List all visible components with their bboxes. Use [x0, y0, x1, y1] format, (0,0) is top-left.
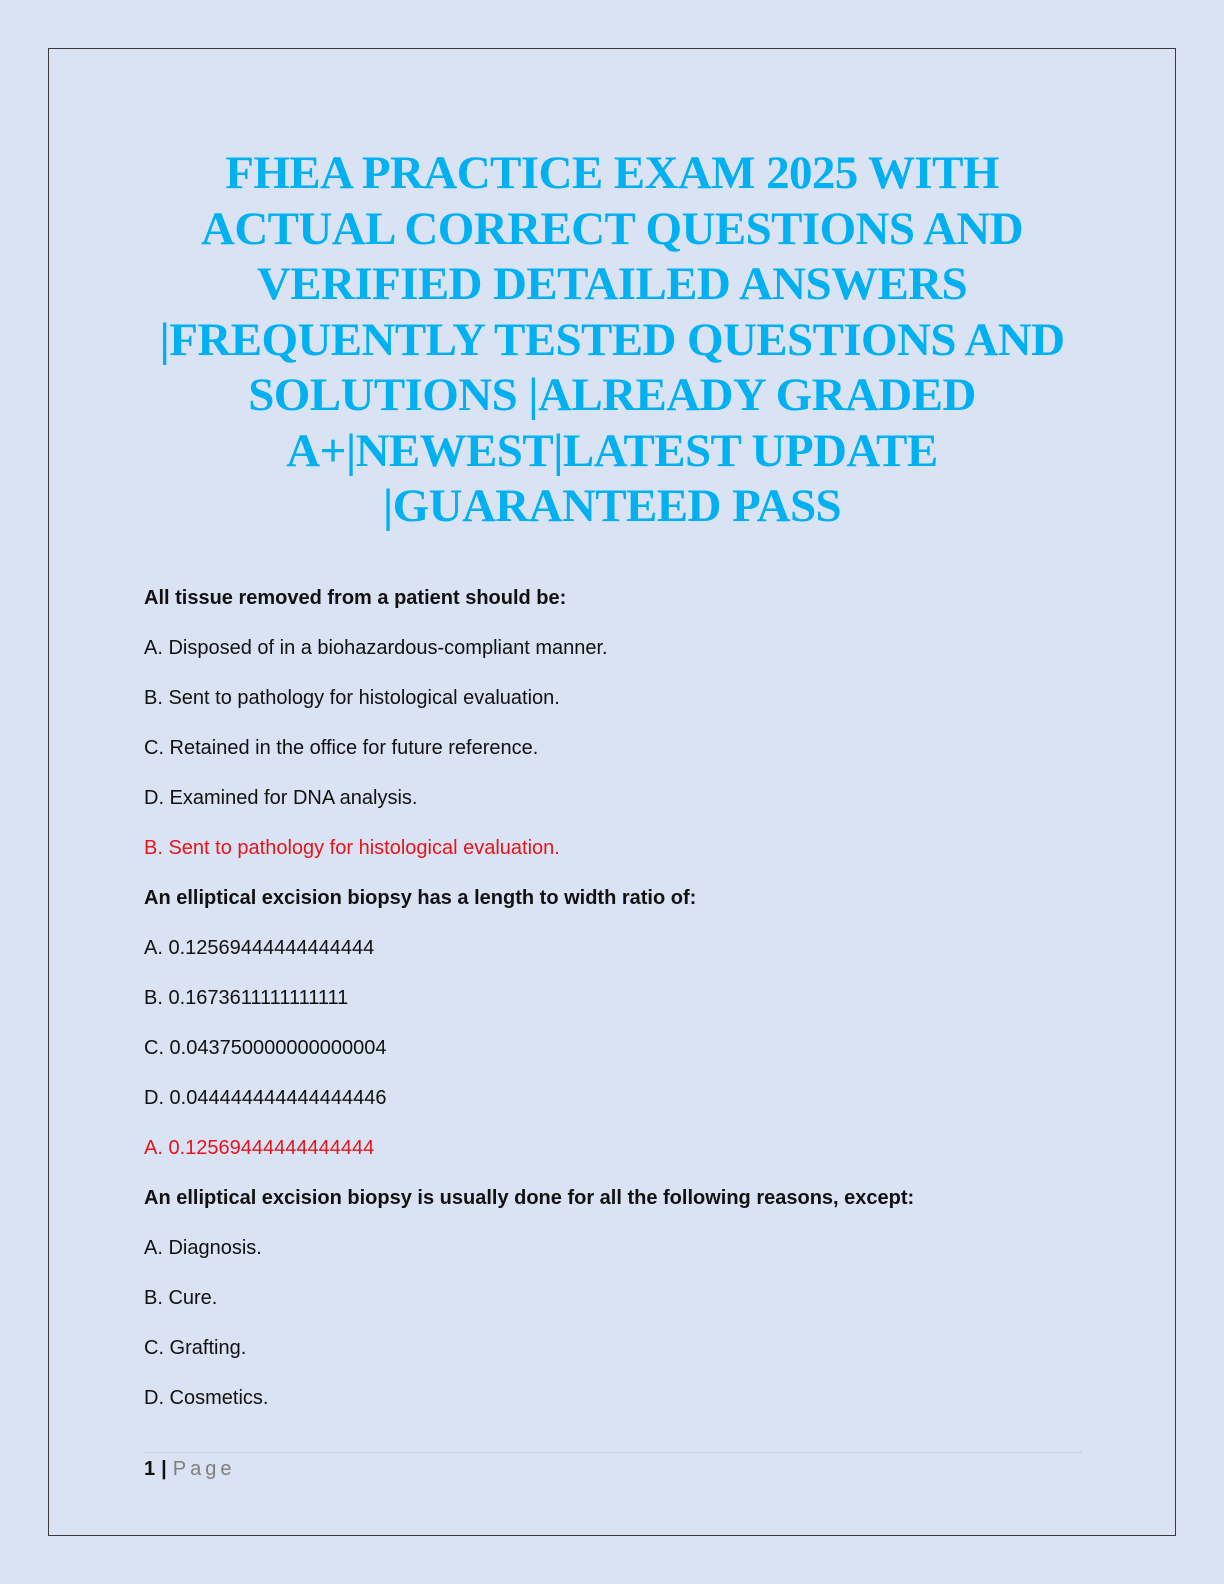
option-a: A. 0.12569444444444444: [144, 937, 375, 959]
option-c: C. Retained in the office for future reference.: [144, 737, 539, 759]
title-line: |FREQUENTLY TESTED QUESTIONS AND: [159, 313, 1065, 366]
question-text: An elliptical excision biopsy has a length to width ratio of:: [144, 887, 697, 909]
option-d: D. Examined for DNA analysis.: [144, 787, 418, 809]
title-line: A+|NEWEST|LATEST UPDATE: [286, 424, 938, 477]
question-text: All tissue removed from a patient should be:: [144, 587, 567, 609]
option-b: B. Sent to pathology for histological evaluation.: [144, 687, 560, 709]
footer-divider: [144, 1452, 1082, 1453]
question-list: [144, 586, 1084, 1436]
title-line: VERIFIED DETAILED ANSWERS: [256, 258, 968, 310]
option-b: B. Cure.: [144, 1287, 218, 1309]
option-c: C. 0.043750000000000004: [144, 1037, 387, 1059]
page-footer: [144, 1457, 235, 1481]
option-b: B. 0.1673611111111111: [144, 987, 349, 1009]
option-d: D. Cosmetics.: [144, 1387, 269, 1409]
correct-answer: A. 0.12569444444444444: [144, 1137, 375, 1159]
option-c: C. Grafting.: [144, 1337, 247, 1359]
page-label: Page: [172, 1458, 236, 1480]
title-line: ACTUAL CORRECT QUESTIONS AND: [201, 202, 1023, 255]
footer-separator: |: [161, 1458, 167, 1480]
option-a: A. Diagnosis.: [144, 1237, 262, 1259]
title-line: FHEA PRACTICE EXAM 2025 WITH: [225, 147, 999, 199]
page-number: 1: [144, 1458, 156, 1480]
question-text: An elliptical excision biopsy is usually done for all the following reasons, except:: [144, 1187, 915, 1209]
title-line: |GUARANTEED PASS: [382, 480, 842, 532]
correct-answer: B. Sent to pathology for histological evaluation.: [144, 837, 560, 859]
title-line: SOLUTIONS |ALREADY GRADED: [248, 369, 976, 421]
document-title: [130, 146, 1094, 535]
option-a: A. Disposed of in a biohazardous-compliant manner.: [144, 637, 608, 659]
option-d: D. 0.044444444444444446: [144, 1087, 387, 1109]
